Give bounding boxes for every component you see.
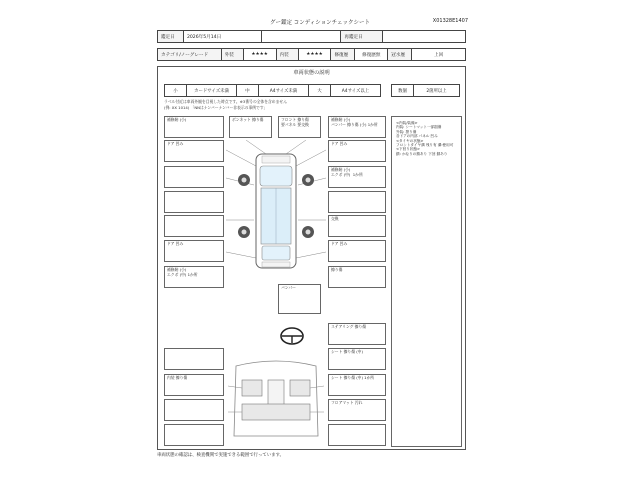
- remarks-line: 内装: シートマット一部損傷: [396, 125, 442, 130]
- legend-count-desc: 2箇所以上: [414, 85, 460, 97]
- box-left-d: [164, 215, 224, 237]
- panel-title: 車両状態の説明: [293, 70, 330, 76]
- box-right-d: 交換: [328, 215, 386, 237]
- size-legend: [164, 84, 381, 97]
- legend-small-key: 小: [165, 85, 187, 97]
- legend-small-desc: カードサイズ未満: [187, 85, 237, 97]
- footer-note: 車両状態の確認は、検査機関で実施できる範囲で行っています。: [157, 453, 284, 458]
- remarks-line: 外装: 擦り傷: [396, 129, 417, 134]
- document-number: X01328E1407: [432, 18, 468, 24]
- remarks-line: <タイヤの状態>: [396, 138, 424, 143]
- box-left-e: ドア 凹み: [164, 240, 224, 262]
- box-bottom-left-2: [164, 399, 224, 421]
- box-rear-center: バンパー: [278, 284, 321, 314]
- box-bottom-left-3: [164, 424, 224, 446]
- flood-history-value: 上回: [412, 49, 466, 61]
- flood-history-label: 冠水歴: [388, 49, 412, 61]
- header-row-2: [157, 48, 466, 61]
- box-seat-front: シート 擦り傷 (中): [328, 348, 386, 370]
- legend-mid-desc: A4サイズ未満: [259, 85, 309, 97]
- box-left-a: ドア 凹み: [164, 140, 224, 162]
- legend-large-key: 大: [309, 85, 331, 97]
- remarks-line: フロントタイヤ溝 残り有 溝:使用可: [396, 143, 454, 148]
- remarks-line: 各ドアの内部 パネル 凹み: [396, 134, 438, 139]
- remarks-line: 錆: かなりの錆あり 下回 錆あり: [396, 151, 448, 156]
- box-steering: ステアリング 擦り傷: [328, 323, 386, 345]
- box-interior-left: 内装 擦り傷: [164, 374, 224, 396]
- car-top-view-diagram: [226, 140, 326, 280]
- remarks-panel: [391, 116, 462, 447]
- count-legend: [391, 84, 460, 97]
- interior-rating: ★★★★: [298, 49, 331, 61]
- box-front-center: ボンネット 擦り傷: [229, 116, 272, 138]
- box-bottom-left-1: [164, 348, 224, 370]
- interior-label: 内装: [276, 49, 298, 61]
- legend-count-key: 数個: [392, 85, 414, 97]
- reinspection-value: [383, 31, 466, 43]
- box-bottom-right: [328, 424, 386, 446]
- box-left-c: [164, 191, 224, 213]
- repair-history-value: 修復歴無: [355, 49, 388, 61]
- box-floor: フロアマット 汚れ: [328, 399, 386, 421]
- category-label: カテゴリ/ノーグレード: [158, 49, 222, 61]
- legend-mid-key: 中: [237, 85, 259, 97]
- box-rear-right: 擦り傷: [328, 266, 386, 288]
- box-right-c: [328, 191, 386, 213]
- interior-diagram: [228, 358, 324, 442]
- inspection-date: 2026年5月14日: [183, 31, 261, 43]
- exterior-rating: ★★★★: [243, 49, 276, 61]
- box-rear-left: 補修跡 (小) エクボ (中) 1か所: [164, 266, 224, 288]
- note-line-2: (例: XX 1014) 「NNはナンバーナンバー非表示の事例です」: [164, 105, 268, 110]
- note-line-1: ラベル付近は車両外観を目視した時点です。※3番号の全体を含めません: [164, 99, 287, 104]
- inspection-date-label: 鑑定日: [158, 31, 184, 43]
- box-left-b: [164, 166, 224, 188]
- box-right-a: ドア 凹み: [328, 140, 386, 162]
- remarks-line: <内装/装備>: [396, 121, 418, 125]
- exterior-label: 外装: [221, 49, 243, 61]
- box-right-e: ドア 凹み: [328, 240, 386, 262]
- sheet-title: グー鑑定 コンディションチェックシート: [269, 20, 371, 26]
- reinspection-label: 再鑑定日: [341, 31, 383, 43]
- box-front-right-fender: 補修跡 (小) バンパー 擦り傷 (小) 1か所: [328, 116, 386, 138]
- steering-wheel-icon: [279, 326, 305, 346]
- legend-large-desc: A4サイズ以上: [331, 85, 381, 97]
- header-row-1: [157, 30, 466, 43]
- repair-history-label: 修復歴: [331, 49, 355, 61]
- remarks-line: <下回り状態>: [396, 147, 420, 152]
- box-front-left: 補修跡 (小): [164, 116, 224, 138]
- box-right-b: 補修跡 (小) エクボ (中) 1か所: [328, 166, 386, 188]
- box-seat-rear: シート 擦り傷 (中) 1か所: [328, 374, 386, 396]
- box-front-right: フロント 擦り傷 要パネル 要交換: [278, 116, 321, 138]
